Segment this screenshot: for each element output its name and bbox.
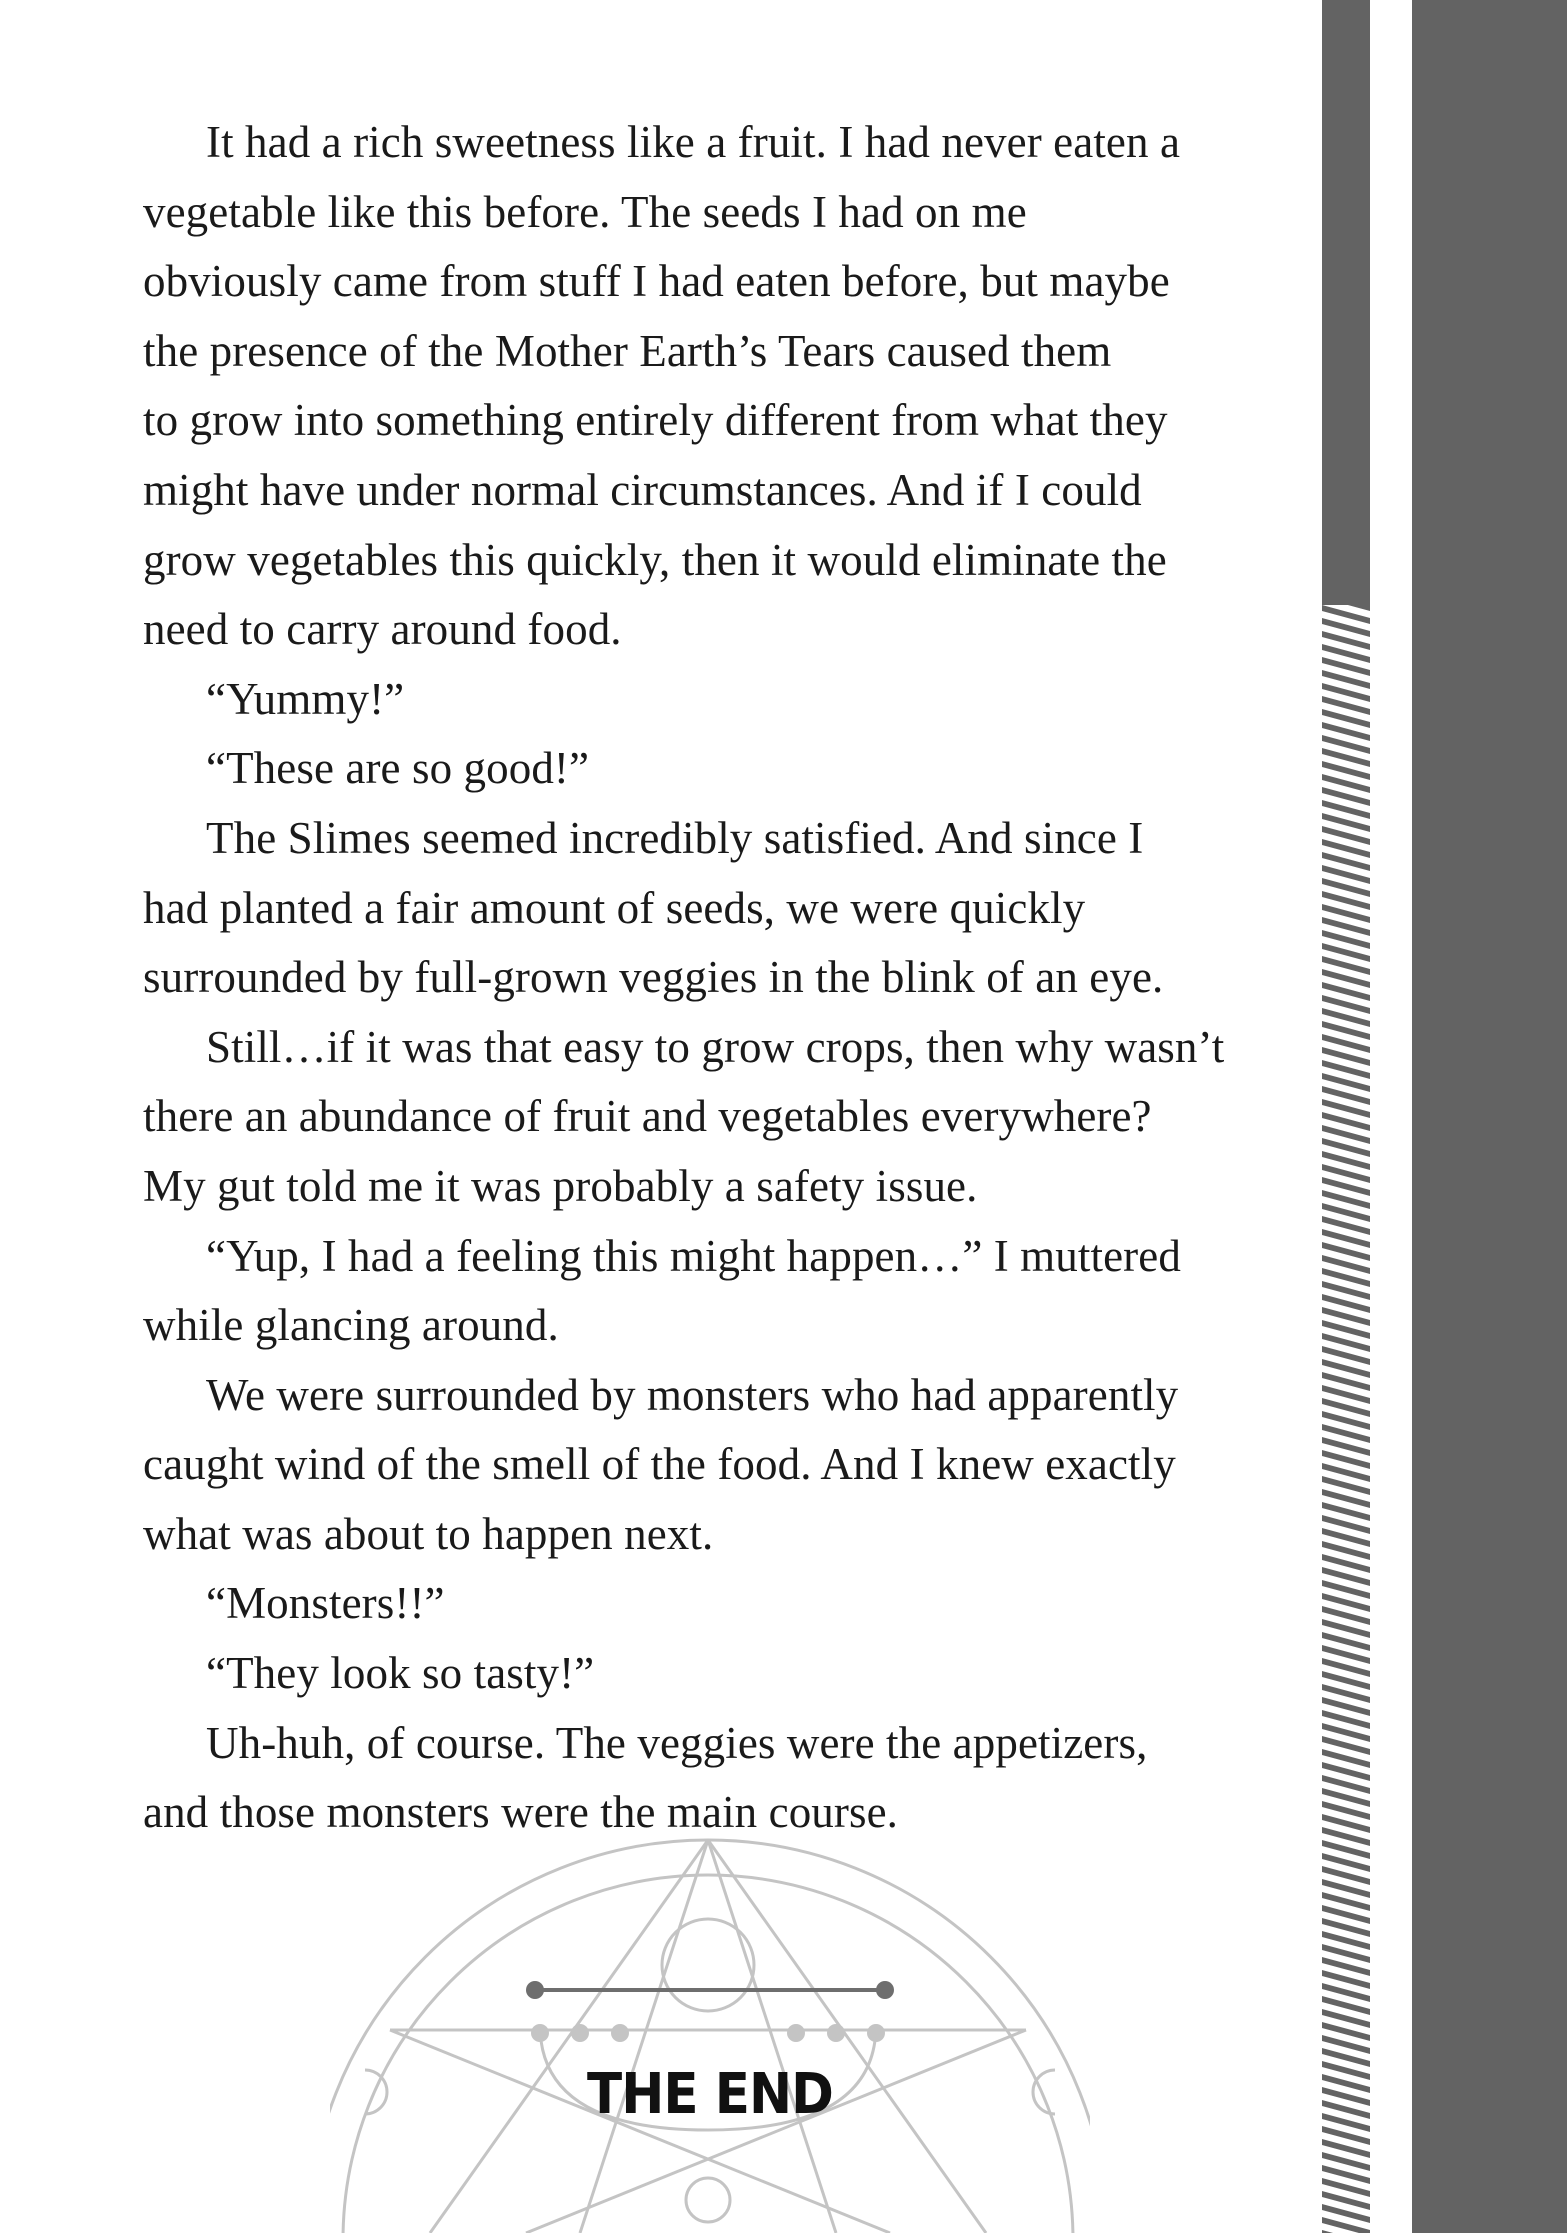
text-line: had planted a fair amount of seeds, we were quickly: [143, 882, 1086, 933]
text-line: “These are so good!”: [206, 743, 590, 794]
text-line: The Slimes seemed incredibly satisfied. And since I: [206, 812, 1144, 863]
text-line: Uh-huh, of course. The veggies were the appetizers,: [206, 1717, 1148, 1768]
text-line: We were surrounded by monsters who had apparently: [206, 1369, 1179, 1420]
text-line: vegetable like this before. The seeds I had on me: [143, 186, 1027, 237]
text-line: what was about to happen next.: [143, 1508, 714, 1559]
text-line: surrounded by full-grown veggies in the blink of an eye.: [143, 952, 1164, 1003]
text-line: and those monsters were the main course.: [143, 1787, 899, 1838]
band-gap: [1370, 0, 1412, 2233]
text-line: to grow into something entirely different from what they: [143, 395, 1168, 446]
right-decorative-band: [1412, 0, 1567, 2233]
text-line: “They look so tasty!”: [206, 1648, 595, 1699]
text-line: Still…if it was that easy to grow crops, then why wasn’t: [206, 1021, 1225, 1072]
inner-band-solid: [1322, 0, 1370, 605]
text-line: might have under normal circumstances. And if I could: [143, 464, 1142, 515]
the-end-title: THE END: [586, 2062, 834, 2127]
text-line: the presence of the Mother Earth’s Tears caused them: [143, 325, 1112, 376]
text-line: My gut told me it was probably a safety issue.: [143, 1160, 978, 1211]
text-line: grow vegetables this quickly, then it would eliminate the: [143, 534, 1167, 585]
story-text: [143, 108, 1278, 1848]
text-line: “Yummy!”: [206, 673, 405, 724]
magic-circle-emblem-icon: [330, 1800, 1090, 2233]
text-line: caught wind of the smell of the food. And I knew exactly: [143, 1439, 1176, 1490]
text-line: obviously came from stuff I had eaten before, but maybe: [143, 256, 1170, 307]
text-line: there an abundance of fruit and vegetables everywhere?: [143, 1091, 1152, 1142]
text-line: need to carry around food.: [143, 604, 622, 655]
striped-band-pattern: [1322, 605, 1370, 2233]
text-line: It had a rich sweetness like a fruit. I had never eaten a: [206, 117, 1181, 167]
text-line: “Monsters!!”: [206, 1578, 445, 1629]
text-line: while glancing around.: [143, 1300, 559, 1351]
text-line: “Yup, I had a feeling this might happen…” I muttered: [206, 1230, 1181, 1281]
